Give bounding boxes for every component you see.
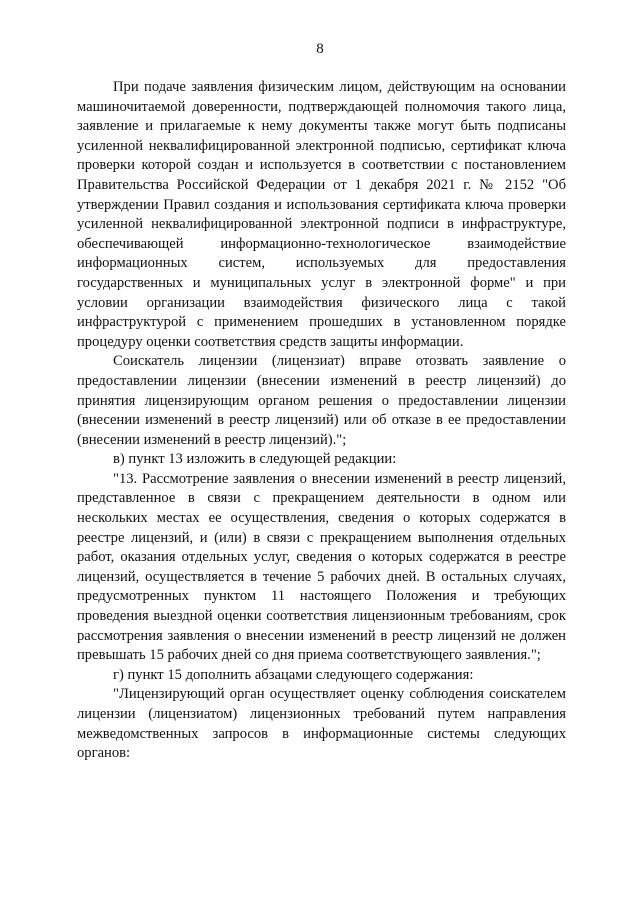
paragraph-item-13-text: "13. Рассмотрение заявления о внесении изменений в реестр лицензий, представленное в связи с прекращением деятельности в одном или нескольких местах ее осуществления, сведения о которых содержатся в реестре лицензий, и (или) в связи с прекращением выполнения отдельных работ, оказания отдельных услуг, сведения о которых содержатся в реестре лицензий, осуществляется в течение 5 рабочих дней. В остальных случаях, предусмотренных пунктом 11 настоящего Положения и требующих проведения выездной оценки соответствия лицензионным требованиям, срок рассмотрения заявления о внесении изменений в реестр лицензий не должен превышать 15 рабочих дней со дня приема соответствующего заявления."; xyxy=(77,470,566,664)
paragraph-amend-item-13: в) пункт 13 изложить в следующей редакции: xyxy=(113,451,397,468)
paragraph-amend-item-15: г) пункт 15 дополнить абзацами следующего содержания: xyxy=(113,666,474,683)
paragraph-item-15-text: "Лицензирующий орган осуществляет оценку соблюдения соискателем лицензии (лицензиатом) лицензионных требований путем направления межведомственных запросов в информационные системы следующих органов: xyxy=(77,686,566,762)
paragraph-withdraw-application: Соискатель лицензии (лицензиат) вправе отозвать заявление о предоставлении лицензии (внесении изменений в реестр лицензий) до принятия лицензирующим органом решения о предоставлении лицензии (внесении изменений в реестр лицензий) или об отказе в ее предоставлении (внесении изменений в реестр лицензий)."; xyxy=(77,353,566,448)
paragraph-electronic-signature: При подаче заявления физическим лицом, действующим на основании машиночитаемой доверенности, подтверждающей полномочия такого лица, заявление и прилагаемые к нему документы также могут быть подписаны усиленной неквалифицированной электронной подписью, сертификат ключа проверки которой создан и используется в соответствии с постановлением Правительства Российской Федерации от 1 декабря 2021 г. № 2152 "Об утверждении Правил создания и использования сертификата ключа проверки усиленной неквалифицированной электронной подписи в инфраструктуре, обеспечивающей информационно-технологическое взаимодействие информационных систем, используемых для предоставления государственных и муниципальных услуг в электронной форме" и при условии организации взаимодействия физического лица с такой инфраструктурой с применением прошедших в установленном порядке процедуру оценки соответствия средств защиты информации. xyxy=(77,79,566,350)
document-body xyxy=(77,78,566,764)
page-number: 8 xyxy=(316,41,324,57)
